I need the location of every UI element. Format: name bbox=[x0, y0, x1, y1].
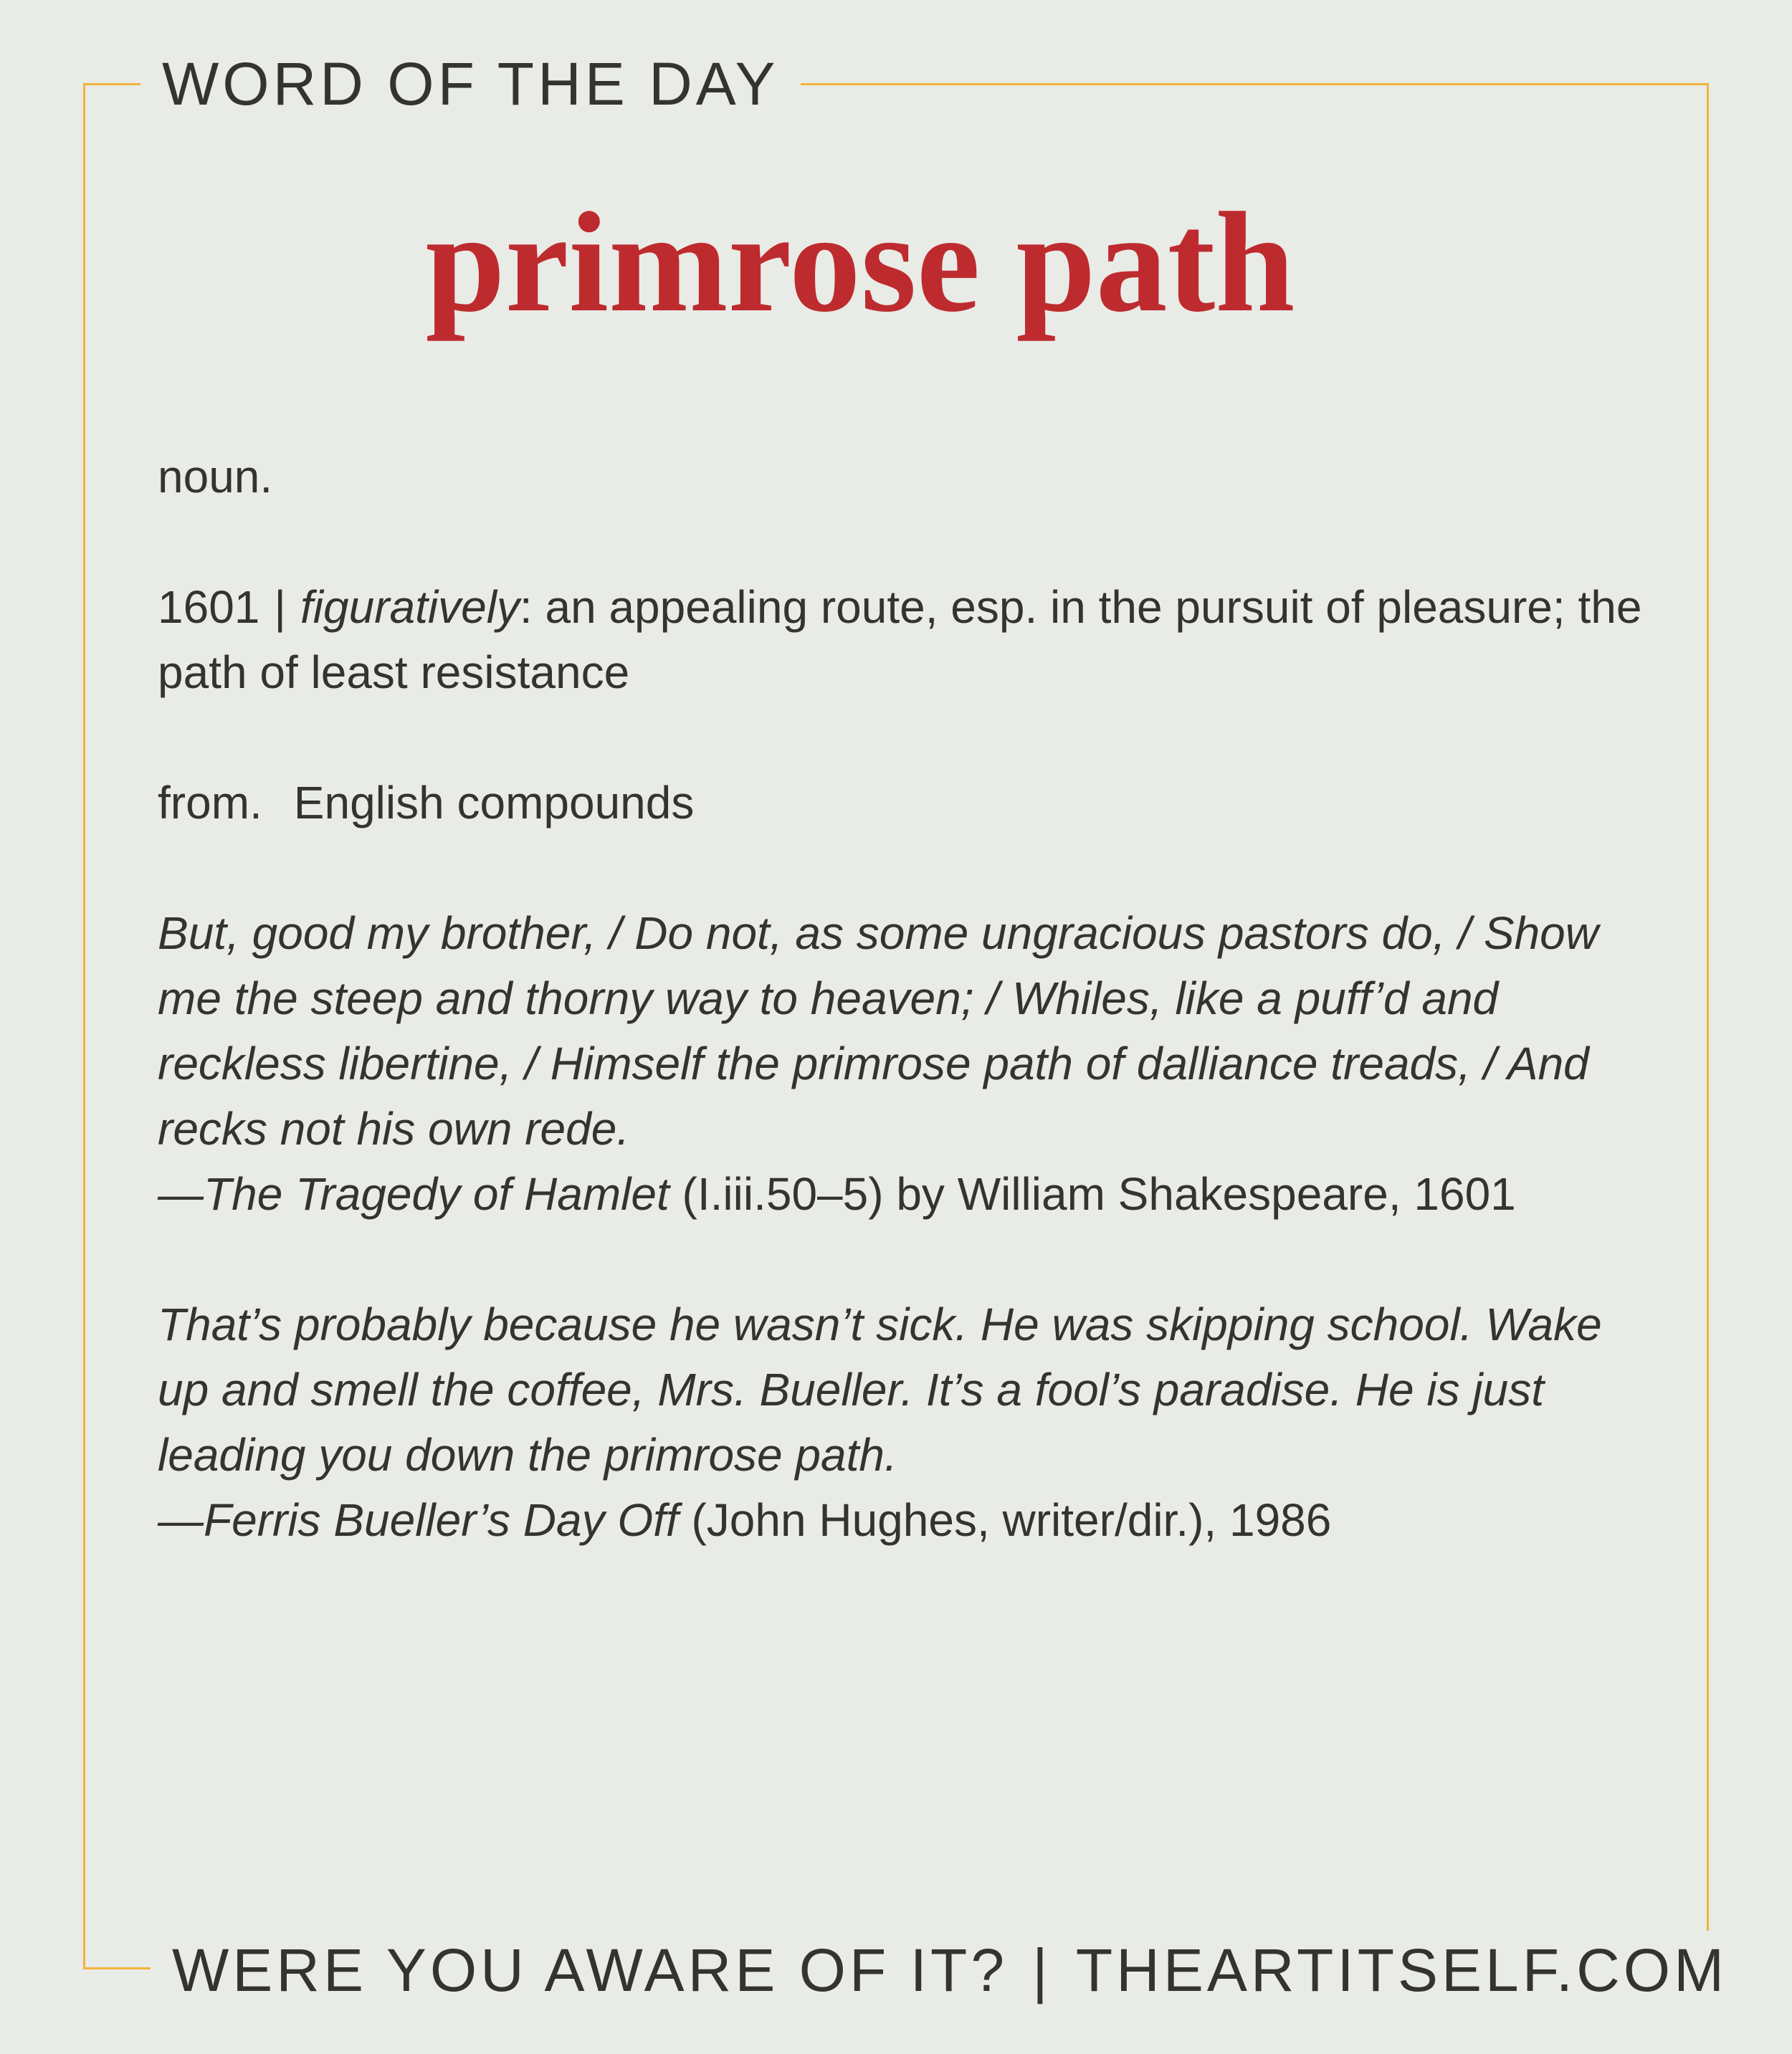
headword: primrose path bbox=[425, 183, 1295, 342]
quote-ferris-attribution bbox=[158, 1488, 1656, 1553]
quote-hamlet-work: —The Tragedy of Hamlet bbox=[158, 1168, 669, 1220]
origin-source: English compounds bbox=[293, 777, 695, 828]
word-of-the-day-label: WORD OF THE DAY bbox=[140, 44, 801, 123]
quote-ferris-text: That’s probably because he wasn’t sick. He was skipping school. Wake up and smell the coffee, Mrs. Bueller. It’s a fool’s paradise. He is just leading you down the primrose path. bbox=[158, 1299, 1602, 1481]
definition-separator: | bbox=[274, 581, 286, 633]
footer-site: THEARTITSELF.COM bbox=[1075, 1936, 1728, 2004]
quote-hamlet-attribution bbox=[158, 1162, 1656, 1227]
quote-ferris-work: —Ferris Bueller’s Day Off bbox=[158, 1494, 679, 1546]
origin-label: from. bbox=[158, 777, 262, 828]
definition bbox=[158, 575, 1656, 705]
part-of-speech: noun. bbox=[158, 451, 273, 502]
quote-hamlet-text: But, good my brother, / Do not, as some ungracious pastors do, / Show me the steep and thorny way to heaven; / Whiles, like a puff’d and reckless libertine, / Himself the primrose path of dalliance treads, / And recks not his own rede. bbox=[158, 907, 1598, 1155]
definition-year: 1601 bbox=[158, 581, 260, 633]
quote-ferris-citation: (John Hughes, writer/dir.), 1986 bbox=[678, 1494, 1332, 1546]
sense-label: figuratively bbox=[300, 581, 520, 633]
footer-tagline bbox=[151, 1931, 1749, 2010]
footer-question: WERE YOU AWARE OF IT? bbox=[172, 1936, 1009, 2004]
quote-hamlet-citation: (I.iii.50–5) by William Shakespeare, 1601 bbox=[669, 1168, 1516, 1220]
entry-body bbox=[158, 444, 1656, 1553]
definition-text: : an appealing route, esp. in the pursuit of pleasure; the path of least resistance bbox=[158, 581, 1642, 698]
footer-separator: | bbox=[1032, 1936, 1052, 2004]
origin bbox=[158, 770, 1656, 836]
